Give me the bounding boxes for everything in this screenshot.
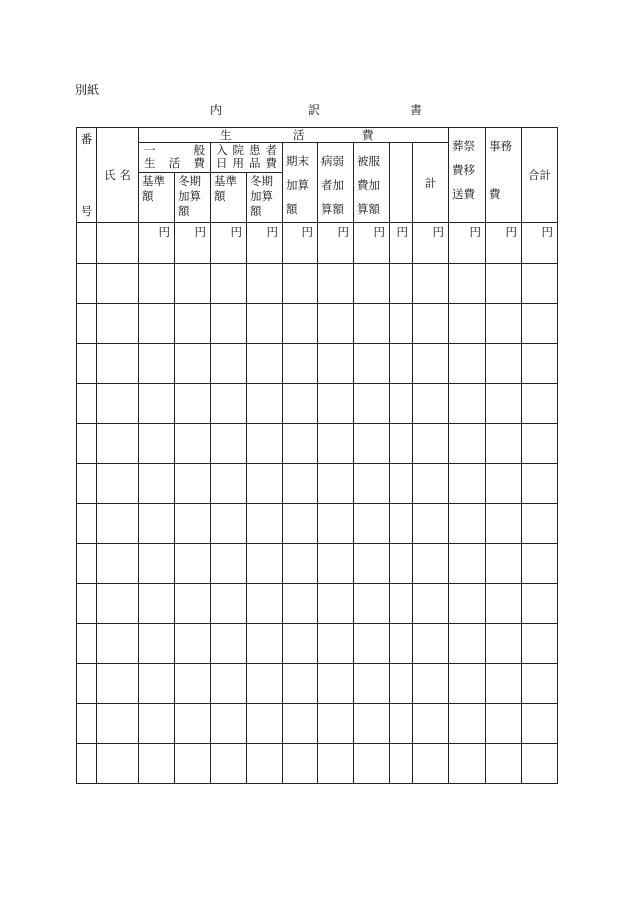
table-cell[interactable] — [318, 584, 354, 624]
table-cell[interactable] — [247, 464, 283, 504]
name-header-label: 氏 名 — [104, 168, 131, 182]
table-cell[interactable] — [97, 624, 139, 664]
unit-cell-yen[interactable]: 円 — [486, 223, 522, 264]
table-cell[interactable] — [283, 264, 318, 304]
table-cell[interactable] — [354, 304, 390, 344]
table-cell[interactable] — [413, 544, 449, 584]
table-cell[interactable] — [486, 584, 522, 624]
table-cell[interactable] — [486, 304, 522, 344]
table-cell[interactable] — [175, 544, 211, 584]
table-cell[interactable] — [77, 584, 97, 624]
table-cell[interactable] — [139, 664, 175, 704]
table-cell[interactable] — [318, 744, 354, 784]
funeral-line-2: 費移 — [452, 163, 476, 177]
inpatient-char-8: 費 — [265, 156, 277, 170]
table-cell[interactable] — [390, 504, 413, 544]
table-cell[interactable] — [247, 344, 283, 384]
table-cell[interactable] — [413, 424, 449, 464]
table-cell[interactable] — [522, 704, 558, 744]
unit-cell-yen[interactable]: 円 — [175, 223, 211, 264]
table-cell[interactable] — [522, 664, 558, 704]
general-winter-line-1: 冬期 — [178, 174, 201, 188]
unit-cell-number[interactable] — [77, 223, 97, 264]
table-cell[interactable] — [211, 304, 247, 344]
table-cell[interactable] — [486, 664, 522, 704]
table-cell[interactable] — [247, 744, 283, 784]
unit-row — [77, 223, 558, 264]
table-cell[interactable] — [77, 264, 97, 304]
general-winter-line-2: 加算 — [178, 189, 201, 203]
table-cell[interactable] — [175, 304, 211, 344]
clothing-line-1: 被服 — [357, 154, 380, 168]
table-cell[interactable] — [449, 704, 486, 744]
table-cell[interactable] — [413, 384, 449, 424]
general-winter-header — [175, 173, 211, 223]
table-cell[interactable] — [247, 384, 283, 424]
table-cell[interactable] — [390, 344, 413, 384]
table-row — [77, 304, 558, 344]
table-cell[interactable] — [283, 544, 318, 584]
table-cell[interactable] — [318, 664, 354, 704]
unit-cell-yen[interactable]: 円 — [390, 223, 413, 264]
table-cell[interactable] — [247, 264, 283, 304]
table-cell[interactable] — [175, 264, 211, 304]
table-cell[interactable] — [175, 624, 211, 664]
illness-line-1: 病弱 — [321, 154, 344, 168]
general-living-char-1: 一 — [144, 143, 156, 157]
table-cell[interactable] — [77, 704, 97, 744]
table-cell[interactable] — [77, 464, 97, 504]
general-living-char-5: 費 — [193, 156, 205, 170]
table-cell[interactable] — [139, 344, 175, 384]
living-header-char-1: 生 — [220, 128, 232, 142]
unit-cell-yen[interactable]: 円 — [139, 223, 175, 264]
table-cell[interactable] — [139, 704, 175, 744]
table-cell[interactable] — [175, 704, 211, 744]
inpatient-char-7: 品 — [249, 156, 261, 170]
number-header-bottom: 号 — [80, 204, 93, 218]
table-cell[interactable] — [522, 504, 558, 544]
table-cell[interactable] — [211, 504, 247, 544]
table-cell[interactable] — [318, 424, 354, 464]
table-cell[interactable] — [97, 304, 139, 344]
table-cell[interactable] — [413, 344, 449, 384]
table-cell[interactable] — [390, 464, 413, 504]
table-cell[interactable] — [283, 584, 318, 624]
table-cell[interactable] — [486, 704, 522, 744]
table-cell[interactable] — [175, 744, 211, 784]
table-cell[interactable] — [522, 384, 558, 424]
table-cell[interactable] — [413, 264, 449, 304]
table-cell[interactable] — [97, 544, 139, 584]
table-cell[interactable] — [486, 624, 522, 664]
table-cell[interactable] — [77, 424, 97, 464]
table-cell[interactable] — [413, 464, 449, 504]
table-cell[interactable] — [449, 264, 486, 304]
table-cell[interactable] — [486, 264, 522, 304]
inpatient-basic-line-1: 基準 — [214, 174, 237, 188]
term-end-addition-header — [283, 143, 318, 223]
table-cell[interactable] — [354, 424, 390, 464]
breakdown-table — [76, 127, 558, 784]
table-cell[interactable] — [413, 304, 449, 344]
table-row — [77, 504, 558, 544]
table-cell[interactable] — [97, 264, 139, 304]
general-basic-line-2: 額 — [142, 189, 154, 203]
table-cell[interactable] — [211, 664, 247, 704]
table-cell[interactable] — [413, 744, 449, 784]
inpatient-winter-line-1: 冬期 — [250, 174, 273, 188]
general-winter-line-3: 額 — [178, 204, 190, 218]
table-cell[interactable] — [283, 744, 318, 784]
table-cell[interactable] — [211, 704, 247, 744]
table-cell[interactable] — [318, 304, 354, 344]
unit-cell-yen[interactable]: 円 — [247, 223, 283, 264]
table-cell[interactable] — [247, 544, 283, 584]
table-cell[interactable] — [449, 544, 486, 584]
table-cell[interactable] — [390, 624, 413, 664]
table-cell[interactable] — [283, 704, 318, 744]
table-row — [77, 584, 558, 624]
general-basic-line-1: 基準 — [142, 174, 165, 188]
table-cell[interactable] — [77, 504, 97, 544]
table-cell[interactable] — [211, 464, 247, 504]
table-cell[interactable] — [522, 264, 558, 304]
table-cell[interactable] — [449, 464, 486, 504]
table-cell[interactable] — [522, 464, 558, 504]
unit-cell-name[interactable] — [97, 223, 139, 264]
table-cell[interactable] — [390, 544, 413, 584]
table-cell[interactable] — [247, 504, 283, 544]
table-cell[interactable] — [139, 424, 175, 464]
table-cell[interactable] — [211, 624, 247, 664]
table-cell[interactable] — [97, 344, 139, 384]
table-cell[interactable] — [354, 624, 390, 664]
blank-column-header — [390, 143, 413, 223]
table-cell[interactable] — [211, 544, 247, 584]
unit-cell-yen[interactable]: 円 — [522, 223, 558, 264]
table-cell[interactable] — [522, 304, 558, 344]
general-living-header — [139, 143, 211, 173]
data-rows — [77, 264, 558, 784]
table-cell[interactable] — [283, 504, 318, 544]
subtotal-header — [413, 143, 449, 223]
table-cell[interactable] — [77, 384, 97, 424]
inpatient-winter-line-3: 額 — [250, 204, 262, 218]
table-cell[interactable] — [354, 664, 390, 704]
subtotal-label: 計 — [424, 175, 437, 190]
table-cell[interactable] — [97, 424, 139, 464]
table-cell[interactable] — [486, 744, 522, 784]
table-row — [77, 344, 558, 384]
table-cell[interactable] — [486, 424, 522, 464]
table-cell[interactable] — [211, 264, 247, 304]
table-cell[interactable] — [486, 544, 522, 584]
inpatient-daily-header — [211, 143, 283, 173]
table-cell[interactable] — [522, 744, 558, 784]
table-cell[interactable] — [390, 584, 413, 624]
unit-cell-yen[interactable]: 円 — [354, 223, 390, 264]
unit-cell-yen[interactable]: 円 — [449, 223, 486, 264]
grand-total-label: 合計 — [528, 168, 552, 182]
table-cell[interactable] — [354, 464, 390, 504]
table-cell[interactable] — [449, 424, 486, 464]
table-cell[interactable] — [97, 704, 139, 744]
table-row — [77, 704, 558, 744]
table-cell[interactable] — [354, 544, 390, 584]
office-line-1: 事務 — [489, 139, 513, 153]
table-cell[interactable] — [449, 384, 486, 424]
table-cell[interactable] — [318, 344, 354, 384]
table-cell[interactable] — [247, 664, 283, 704]
term-end-line-2: 加算 — [286, 178, 309, 192]
table-cell[interactable] — [318, 384, 354, 424]
table-cell[interactable] — [247, 624, 283, 664]
term-end-line-3: 額 — [286, 202, 298, 216]
table-cell[interactable] — [77, 304, 97, 344]
living-expenses-header — [139, 128, 449, 143]
table-cell[interactable] — [283, 664, 318, 704]
table-cell[interactable] — [449, 344, 486, 384]
table-row — [77, 384, 558, 424]
table-cell[interactable] — [354, 504, 390, 544]
table-cell[interactable] — [486, 344, 522, 384]
table-cell[interactable] — [247, 584, 283, 624]
table-cell[interactable] — [413, 504, 449, 544]
table-cell[interactable] — [97, 464, 139, 504]
general-living-line-2 — [144, 157, 205, 170]
table-row — [77, 264, 558, 304]
table-cell[interactable] — [318, 624, 354, 664]
table-cell[interactable] — [413, 704, 449, 744]
table-cell[interactable] — [175, 584, 211, 624]
inpatient-winter-header — [247, 173, 283, 223]
table-cell[interactable] — [175, 384, 211, 424]
unit-cell-yen[interactable]: 円 — [413, 223, 449, 264]
table-cell[interactable] — [522, 544, 558, 584]
table-cell[interactable] — [486, 384, 522, 424]
title-char-3: 書 — [410, 103, 423, 117]
general-living-char-2: 般 — [193, 143, 205, 157]
inpatient-line-2 — [216, 157, 277, 170]
table-cell[interactable] — [247, 304, 283, 344]
table-cell[interactable] — [522, 584, 558, 624]
office-line-2: 費 — [489, 187, 501, 201]
table-cell[interactable] — [139, 464, 175, 504]
table-cell[interactable] — [139, 544, 175, 584]
inpatient-char-1: 入 — [216, 143, 228, 157]
title-char-2: 訳 — [308, 103, 321, 117]
funeral-line-3: 送費 — [452, 187, 476, 201]
table-cell[interactable] — [354, 584, 390, 624]
title-char-1: 内 — [210, 103, 223, 117]
table-row — [77, 464, 558, 504]
inpatient-char-5: 日 — [216, 156, 228, 170]
table-cell[interactable] — [139, 504, 175, 544]
clothing-line-3: 算額 — [357, 202, 380, 216]
table-cell[interactable] — [390, 704, 413, 744]
table-cell[interactable] — [175, 504, 211, 544]
table-cell[interactable] — [354, 384, 390, 424]
table-cell[interactable] — [283, 624, 318, 664]
table-cell[interactable] — [139, 624, 175, 664]
name-header — [97, 128, 139, 223]
table-cell[interactable] — [211, 424, 247, 464]
illness-addition-header — [318, 143, 354, 223]
table-cell[interactable] — [318, 504, 354, 544]
inpatient-char-2: 院 — [232, 143, 244, 157]
table-cell[interactable] — [139, 584, 175, 624]
table-cell[interactable] — [318, 544, 354, 584]
inpatient-char-3: 患 — [249, 143, 261, 157]
term-end-line-1: 期末 — [286, 154, 309, 168]
table-cell[interactable] — [211, 384, 247, 424]
table-cell[interactable] — [318, 704, 354, 744]
table-cell[interactable] — [390, 664, 413, 704]
table-cell[interactable] — [354, 344, 390, 384]
table-cell[interactable] — [97, 584, 139, 624]
grand-total-header — [522, 128, 558, 223]
table-row — [77, 624, 558, 664]
living-header-char-3: 費 — [362, 128, 374, 142]
inpatient-basic-header — [211, 173, 247, 223]
table-cell[interactable] — [354, 264, 390, 304]
general-living-char-3: 生 — [144, 156, 156, 170]
appendix-label: 別紙 — [75, 83, 100, 97]
unit-cell-yen[interactable]: 円 — [211, 223, 247, 264]
table-cell[interactable] — [283, 304, 318, 344]
table-cell[interactable] — [97, 744, 139, 784]
table-cell[interactable] — [413, 584, 449, 624]
table-cell[interactable] — [175, 664, 211, 704]
table-cell[interactable] — [97, 384, 139, 424]
table-cell[interactable] — [390, 744, 413, 784]
table-cell[interactable] — [390, 304, 413, 344]
table-cell[interactable] — [175, 344, 211, 384]
table-cell[interactable] — [283, 424, 318, 464]
table-cell[interactable] — [486, 504, 522, 544]
table-cell[interactable] — [354, 704, 390, 744]
table-cell[interactable] — [283, 384, 318, 424]
table-cell[interactable] — [139, 304, 175, 344]
table-cell[interactable] — [77, 344, 97, 384]
table-cell[interactable] — [77, 544, 97, 584]
table-cell[interactable] — [77, 744, 97, 784]
inpatient-winter-line-2: 加算 — [250, 189, 273, 203]
table-cell[interactable] — [413, 664, 449, 704]
general-basic-header — [139, 173, 175, 223]
table-cell[interactable] — [77, 624, 97, 664]
table-cell[interactable] — [413, 624, 449, 664]
table-cell[interactable] — [449, 584, 486, 624]
table-cell[interactable] — [247, 704, 283, 744]
unit-cell-yen[interactable]: 円 — [318, 223, 354, 264]
inpatient-char-4: 者 — [265, 143, 277, 157]
office-expenses-header — [486, 128, 522, 223]
table-cell[interactable] — [318, 464, 354, 504]
illness-line-3: 算額 — [321, 202, 344, 216]
table-cell[interactable] — [139, 744, 175, 784]
table-cell[interactable] — [522, 424, 558, 464]
table-cell[interactable] — [97, 664, 139, 704]
table-cell[interactable] — [449, 624, 486, 664]
table-cell[interactable] — [175, 464, 211, 504]
clothing-line-2: 費加 — [357, 178, 380, 192]
table-cell[interactable] — [318, 264, 354, 304]
funeral-line-1: 葬祭 — [452, 139, 476, 153]
table-cell[interactable] — [449, 664, 486, 704]
table-cell[interactable] — [139, 264, 175, 304]
general-living-char-4: 活 — [168, 156, 181, 170]
table-cell[interactable] — [486, 464, 522, 504]
table-cell[interactable] — [283, 344, 318, 384]
table-cell[interactable] — [390, 424, 413, 464]
table-row — [77, 544, 558, 584]
table-cell[interactable] — [211, 344, 247, 384]
table-row — [77, 664, 558, 704]
clothing-addition-header — [354, 143, 390, 223]
funeral-transport-header — [449, 128, 486, 223]
table-cell[interactable] — [139, 384, 175, 424]
table-cell[interactable] — [77, 664, 97, 704]
table-cell[interactable] — [449, 304, 486, 344]
illness-line-2: 者加 — [321, 178, 344, 192]
table-cell[interactable] — [522, 344, 558, 384]
table-cell[interactable] — [522, 624, 558, 664]
unit-cell-yen[interactable]: 円 — [283, 223, 318, 264]
table-cell[interactable] — [211, 584, 247, 624]
table-cell[interactable] — [449, 744, 486, 784]
table-cell[interactable] — [449, 504, 486, 544]
number-header — [77, 128, 97, 223]
table-cell[interactable] — [97, 504, 139, 544]
table-cell[interactable] — [211, 744, 247, 784]
number-header-top: 番 — [80, 132, 93, 146]
table-cell[interactable] — [247, 424, 283, 464]
table-row — [77, 744, 558, 784]
table-row — [77, 424, 558, 464]
inpatient-char-6: 用 — [232, 156, 244, 170]
table-cell[interactable] — [390, 264, 413, 304]
table-cell[interactable] — [390, 384, 413, 424]
table-cell[interactable] — [175, 424, 211, 464]
table-cell[interactable] — [354, 744, 390, 784]
table-cell[interactable] — [283, 464, 318, 504]
living-header-char-2: 活 — [293, 128, 305, 142]
inpatient-basic-line-2: 額 — [214, 189, 226, 203]
